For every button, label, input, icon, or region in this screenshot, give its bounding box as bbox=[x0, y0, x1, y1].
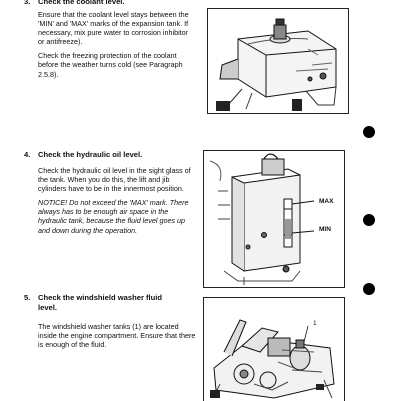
washer-heading-title: Check the windshield washer fluid level. bbox=[38, 293, 163, 312]
coolant-text bbox=[38, 10, 196, 84]
coolant-heading bbox=[24, 0, 125, 7]
coolant-paragraph-1: Ensure that the coolant level stays between the 'MIN' and 'MAX' marks of the expansion tank. If necessary, mix pure water to corrosion inhibitor or antifreeze). bbox=[38, 10, 189, 47]
washer-heading bbox=[24, 293, 189, 312]
coolant-heading-number: 3. bbox=[24, 0, 31, 6]
margin-bullet bbox=[363, 214, 375, 226]
hydraulic-heading-number: 4. bbox=[24, 150, 31, 159]
margin-bullet bbox=[363, 126, 375, 138]
coolant-tank-illustration bbox=[207, 8, 349, 114]
max-mark-label: MAX bbox=[319, 198, 334, 205]
hydraulic-heading bbox=[24, 150, 142, 160]
washer-tank-illustration bbox=[203, 297, 345, 401]
hydraulic-text bbox=[38, 166, 196, 240]
hydraulic-paragraph: Check the hydraulic oil level in the sight glass of the tank. When you do this, the lift and jib cylinders have to be in the innermost position. bbox=[38, 166, 191, 194]
washer-heading-number: 5. bbox=[24, 293, 31, 302]
washer-tank-callout: 1 bbox=[313, 320, 317, 327]
margin-bullet bbox=[363, 283, 375, 295]
washer-text bbox=[38, 322, 196, 354]
coolant-paragraph-2: Check the freezing protection of the coolant before the weather turns cold (see Paragraph 2.5.8). bbox=[38, 51, 183, 79]
hydraulic-heading-title: Check the hydraulic oil level. bbox=[38, 150, 143, 159]
hydraulic-notice: NOTICE! Do not exceed the 'MAX' mark. There always has to be enough air space in the hydraulic tank, because the fluid level goes up and down during the operation. bbox=[38, 198, 189, 235]
coolant-heading-title: Check the coolant level. bbox=[38, 0, 125, 6]
min-mark-label: MIN bbox=[319, 226, 331, 233]
hydraulic-tank-illustration bbox=[203, 150, 345, 288]
washer-paragraph: The windshield washer tanks (1) are located inside the engine compartment. Ensure that there is enough of the fluid. bbox=[38, 322, 196, 350]
